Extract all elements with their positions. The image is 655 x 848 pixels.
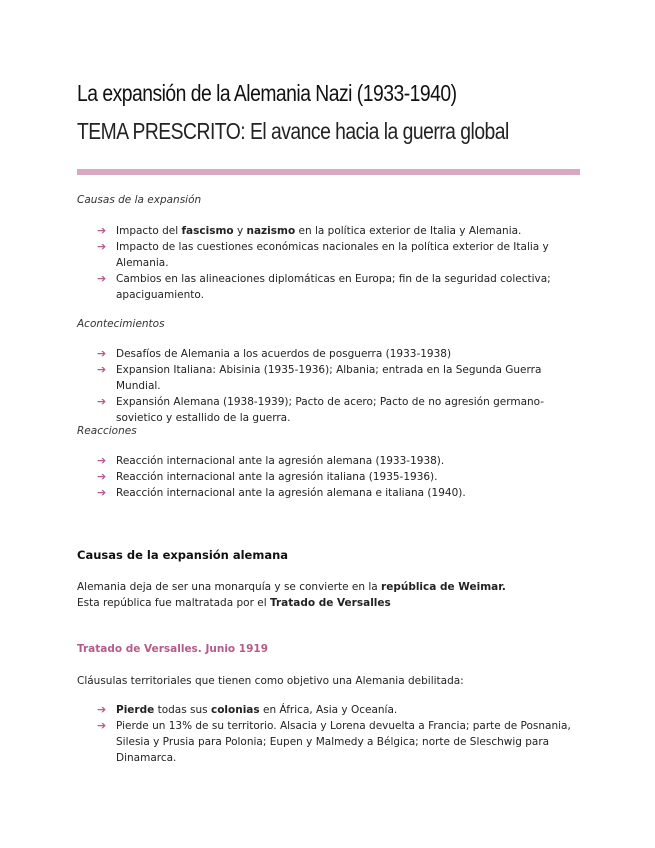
- list-item: ➔ Reacción internacional ante la agresión alemana e italiana (1940).: [97, 486, 466, 499]
- arrow-right-icon: ➔: [97, 486, 107, 499]
- arrow-right-icon: ➔: [97, 347, 107, 360]
- list-item: ➔ Expansion Italiana: Abisinia (1935-1936); Albania; entrada en la Segunda Guerra Mundial.: [97, 363, 542, 392]
- paragraph-clausulas: Cláusulas territoriales que tienen como objetivo una Alemania debilitada:: [77, 675, 464, 687]
- causas-list: [97, 223, 582, 303]
- section-label-causas: Causas de la expansión: [77, 194, 202, 206]
- acontecimientos-list: [97, 346, 582, 426]
- section-label-acontecimientos: Acontecimientos: [77, 318, 165, 330]
- arrow-right-icon: ➔: [97, 470, 107, 483]
- list-item: ➔ Impacto del fascismo y nazismo en la política exterior de Italia y Alemania.: [97, 224, 522, 237]
- list-item: ➔ Pierde todas sus colonias en África, Asia y Oceanía.: [97, 703, 398, 716]
- arrow-right-icon: ➔: [97, 719, 107, 732]
- heading-tratado: Tratado de Versalles. Junio 1919: [77, 643, 269, 655]
- list-item: ➔ Impacto de las cuestiones económicas nacionales en la política exterior de Italia y Alemania.: [97, 240, 549, 269]
- arrow-right-icon: ➔: [97, 240, 107, 253]
- arrow-right-icon: ➔: [97, 224, 107, 237]
- arrow-right-icon: ➔: [97, 395, 107, 408]
- list-item: ➔ Expansión Alemana (1938-1939); Pacto de acero; Pacto de no agresión germano-sovietico y estallido de la guerra.: [97, 395, 545, 424]
- paragraph-versalles: Esta república fue maltratada por el Tratado de Versalles: [77, 597, 391, 609]
- arrow-right-icon: ➔: [97, 363, 107, 376]
- list-item: ➔ Reacción internacional ante la agresión alemana (1933-1938).: [97, 454, 445, 467]
- paragraph-weimar: Alemania deja de ser una monarquía y se convierte en la república de Weimar.: [77, 581, 506, 593]
- heading-causas-alemana: Causas de la expansión alemana: [77, 548, 289, 562]
- arrow-right-icon: ➔: [97, 703, 107, 716]
- document-title: La expansión de la Alemania Nazi (1933-1940): [77, 80, 457, 106]
- list-item: ➔ Desafíos de Alemania a los acuerdos de posguerra (1933-1938): [97, 347, 452, 360]
- list-item: ➔ Pierde un 13% de su territorio. Alsacia y Lorena devuelta a Francia; parte de Posnania, Silesia y Prusia para Polonia; Eupen y Malmedy a Bélgica; norte de Sleschwig para Dinamarca.: [97, 719, 571, 764]
- title-divider: [77, 169, 580, 175]
- arrow-right-icon: ➔: [97, 454, 107, 467]
- list-item: ➔ Reacción internacional ante la agresión italiana (1935-1936).: [97, 470, 438, 483]
- list-item: ➔ Cambios en las alineaciones diplomáticas en Europa; fin de la seguridad colectiva; apaciguamiento.: [97, 272, 551, 301]
- document-subtitle: TEMA PRESCRITO: El avance hacia la guerra global: [77, 118, 509, 144]
- arrow-right-icon: ➔: [97, 272, 107, 285]
- reacciones-list: [97, 453, 582, 501]
- section-label-reacciones: Reacciones: [77, 425, 137, 437]
- tratado-list: [97, 702, 582, 766]
